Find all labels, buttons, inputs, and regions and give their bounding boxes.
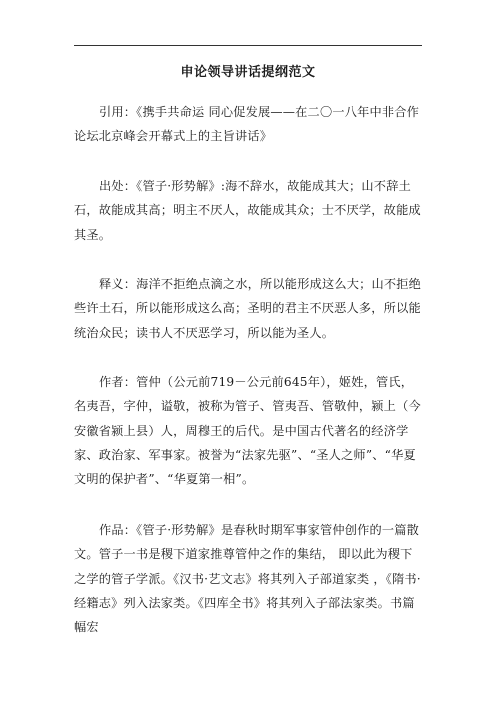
document-title: 申论领导讲话提纲范文 bbox=[180, 65, 316, 80]
paragraph-quote-source: 引用：《携手共命运 同心促发展——在二〇一八年中非合作论坛北京峰会开幕式上的主旨讲话》 bbox=[74, 105, 420, 144]
paragraph-work: 作品：《管子·形势解》是春秋时期军事家管仲创作的一篇散文。管子一书是稷下道家推尊管仲之作的集结， 即以此为稷下之学的管子学派。《汉书·艺文志》将其列入子部道家类 ，《隋书·经籍志》列入法家类。《四库全书》将其列入子部法家类。书篇幅宏 bbox=[74, 523, 421, 634]
paragraph-author: 作者：管仲（公元前719－公元前645年），姬姓，管氏，名夷吾，字仲，谥敬，被称为管子、管夷吾、管敬仲，颍上（今安徽省颍上县）人，周穆王的后代。是中国古代著名的经济学家、政治家、军事家。被誉为“法家先驱”、“圣人之师”、“华夏文明的保护者”、“华夏第一相”。 bbox=[74, 375, 421, 486]
header-rule bbox=[74, 45, 422, 46]
paragraph-explanation: 释义：海洋不拒绝点滴之水，所以能形成这么大；山不拒绝些许土石，所以能形成这么高；圣明的君主不厌恶人多，所以能统治众民；读书人不厌恶学习，所以能为圣人。 bbox=[74, 277, 422, 340]
paragraph-origin: 出处：《管子·形势解》:海不辞水，故能成其大；山不辞土石，故能成其高；明主不厌人，故能成其众；士不厌学，故能成其圣。 bbox=[74, 179, 421, 242]
